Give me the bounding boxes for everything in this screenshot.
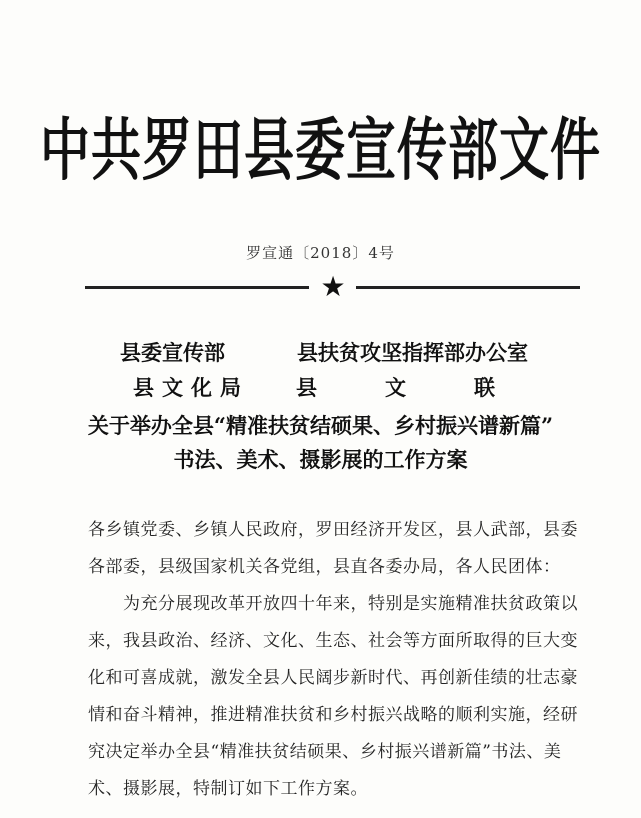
red-header-divider [85,270,580,303]
body-line: 各部委，县级国家机关各党组，县直各委办局，各人民团体： [88,557,561,577]
body-line: 术、摄影展，特制订如下工作方案。 [88,779,368,799]
issuer-propaganda-dept: 县委宣传部 [120,340,225,365]
issuer-federation-part3: 联 [474,375,495,400]
body-line: 为充分展现改革开放四十年来，特别是实施精准扶贫政策以 [88,594,578,614]
body-line: 情和奋斗精神，推进精准扶贫和乡村振兴战略的顺利实施，经研 [88,705,578,725]
issuer-federation-part2: 文 [385,375,406,400]
star-icon: ★ [320,270,346,303]
document-title-line1: 关于举办全县“精准扶贫结硕果、乡村振兴谱新篇” [87,413,554,438]
issuer-culture-bureau: 县文化局 [133,375,249,400]
document-title-line2: 书法、美术、摄影展的工作方案 [173,447,468,472]
document-masthead: 中共罗田县委宣传部文件 [40,111,601,190]
body-line: 来，我县政治、经济、文化、生态、社会等方面所取得的巨大变 [88,631,578,651]
body-line: 化和可喜成就，激发全县人民阔步新时代、再创新佳绩的壮志豪 [88,668,578,688]
body-line: 各乡镇党委、乡镇人民政府，罗田经济开发区，县人武部，县委 [88,520,578,540]
document-number: 罗宣通〔2018〕4号 [246,244,395,262]
body-line: 究决定举办全县“精准扶贫结硕果、乡村振兴谱新篇”书法、美 [88,742,562,762]
issuer-federation-part1: 县 [296,375,317,400]
issuer-poverty-office: 县扶贫攻坚指挥部办公室 [297,340,528,365]
divider-line-right [356,286,580,289]
divider-line-left [85,286,309,289]
